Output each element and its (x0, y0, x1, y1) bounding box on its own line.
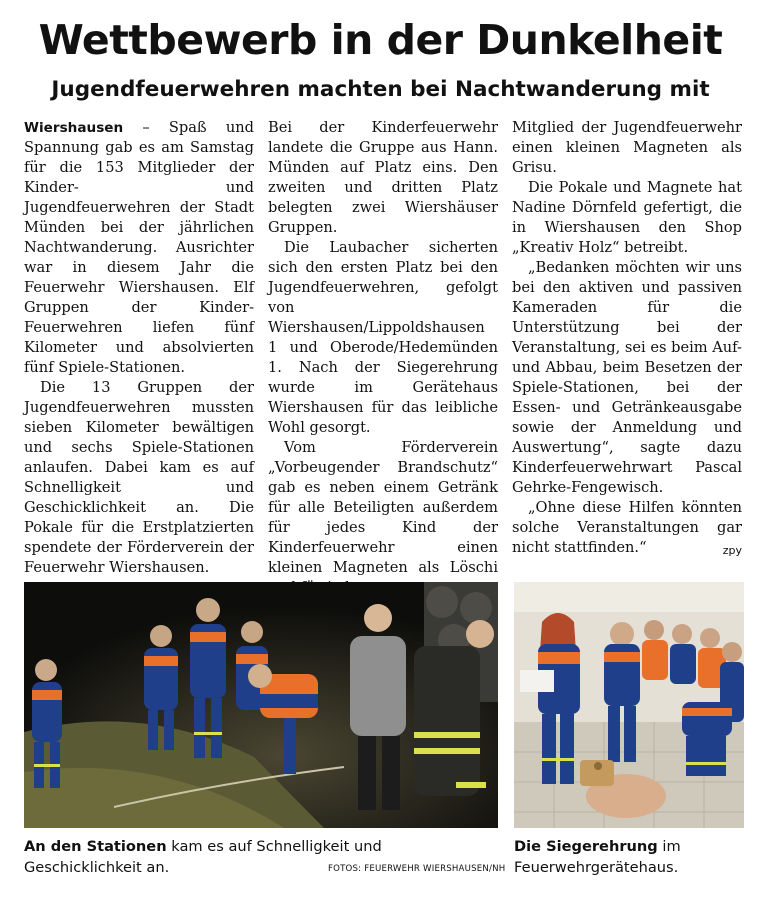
caption-lead: Die Siegerehrung (514, 838, 658, 855)
paragraph (512, 498, 742, 558)
paragraph: Die Laubacher sicherten sich den ersten Platz bei den Jugendfeuerwehren, gefolgt von Wiershausen/Lippoldshausen 1 und Oberode/Hedemünden 1. Nach der Siegerehrung wurde im Gerätehaus Wiershausen für das leibliche Wohl gesorgt. (268, 239, 498, 436)
paragraph (24, 118, 254, 378)
caption-text: im Feuerwehrgerätehaus. (514, 838, 681, 876)
paragraph: Mitglied der Jugendfeuerwehr einen kleinen Magneten als Grisu. (512, 119, 742, 176)
dateline-location: Wiershausen (24, 120, 124, 136)
paragraph: Bei der Kinderfeuerwehr landete die Gruppe aus Hann. Münden auf Platz eins. Den zweiten und dritten Platz belegten zwei Wiershäuser Gruppen. (268, 119, 498, 236)
article-column-1 (24, 118, 254, 578)
paragraph: „Bedanken möchten wir uns bei den aktiven und passiven Kameraden für die Unterstützung bei der Veranstaltung, sei es beim Auf- und Abbau, beim Besetzen der Spiele-Stationen, bei der Essen- und Getränkeausgabe sowie der Anmeldung und Auswertung“, sagte dazu Kinderfeuerwehrwart Pascal Gehrke-Fengewisch. (512, 259, 742, 496)
subheadline: Jugendfeuerwehren machten bei Nachtwanderung mit (51, 77, 710, 102)
headline: Wettbewerb in der Dunkelheit (38, 16, 723, 64)
night-station-illustration (24, 582, 498, 828)
author-signature: zpy (722, 544, 742, 557)
photo-award-ceremony (514, 582, 744, 828)
paragraph-text: – Spaß und Spannung gab es am Samstag für die 153 Mitglieder der Kinder- und Jugendfeuerwehren der Stadt Münden bei der jährlichen Nachtwanderung. Ausrichter war in diesem Jahr die Feuerwehr Wiershausen. Elf Gruppen der Kinder-Feuerwehren liefen fünf Kilometer und absolvierten fünf Spiele-Stationen. (24, 119, 254, 376)
photo-caption-right (514, 836, 746, 878)
caption-text: kam es auf Schnelligkeit und Geschicklichkeit an. (24, 838, 382, 876)
paragraph: Vom Förderverein „Vorbeugender Brandschutz“ gab es neben einem Getränk für alle Beteiligten außerdem für jedes Kind der Kinderfeuerwehr einen kleinen Magneten als Löschi (268, 439, 498, 576)
paragraph: Die Pokale und Magnete hat Nadine Dörnfeld gefertigt, die in Wiershausen den Shop „Kreativ Holz“ betreibt. (512, 179, 742, 256)
caption-lead: An den Stationen (24, 838, 167, 855)
photo-credit: FOTOS: FEUERWEHR WIERSHAUSEN/NH (328, 864, 506, 874)
paragraph: Die 13 Gruppen der Jugendfeuerwehren mussten sieben Kilometer bewältigen und sechs Spiele-Stationen anlaufen. Dabei kam es auf Schnelligkeit und Geschicklichkeit an. Die Pokale für die Erstplatzierten spendete der Förderverein der Feuerwehr Wiershausen. (24, 379, 254, 576)
photo-night-station (24, 582, 498, 828)
award-ceremony-illustration (514, 582, 744, 828)
article-column-2 (268, 118, 498, 598)
paragraph-text: „Ohne diese Hilfen könnten solche Veranstaltungen gar nicht stattfinden.“ (512, 499, 742, 556)
article-column-3 (512, 118, 742, 561)
